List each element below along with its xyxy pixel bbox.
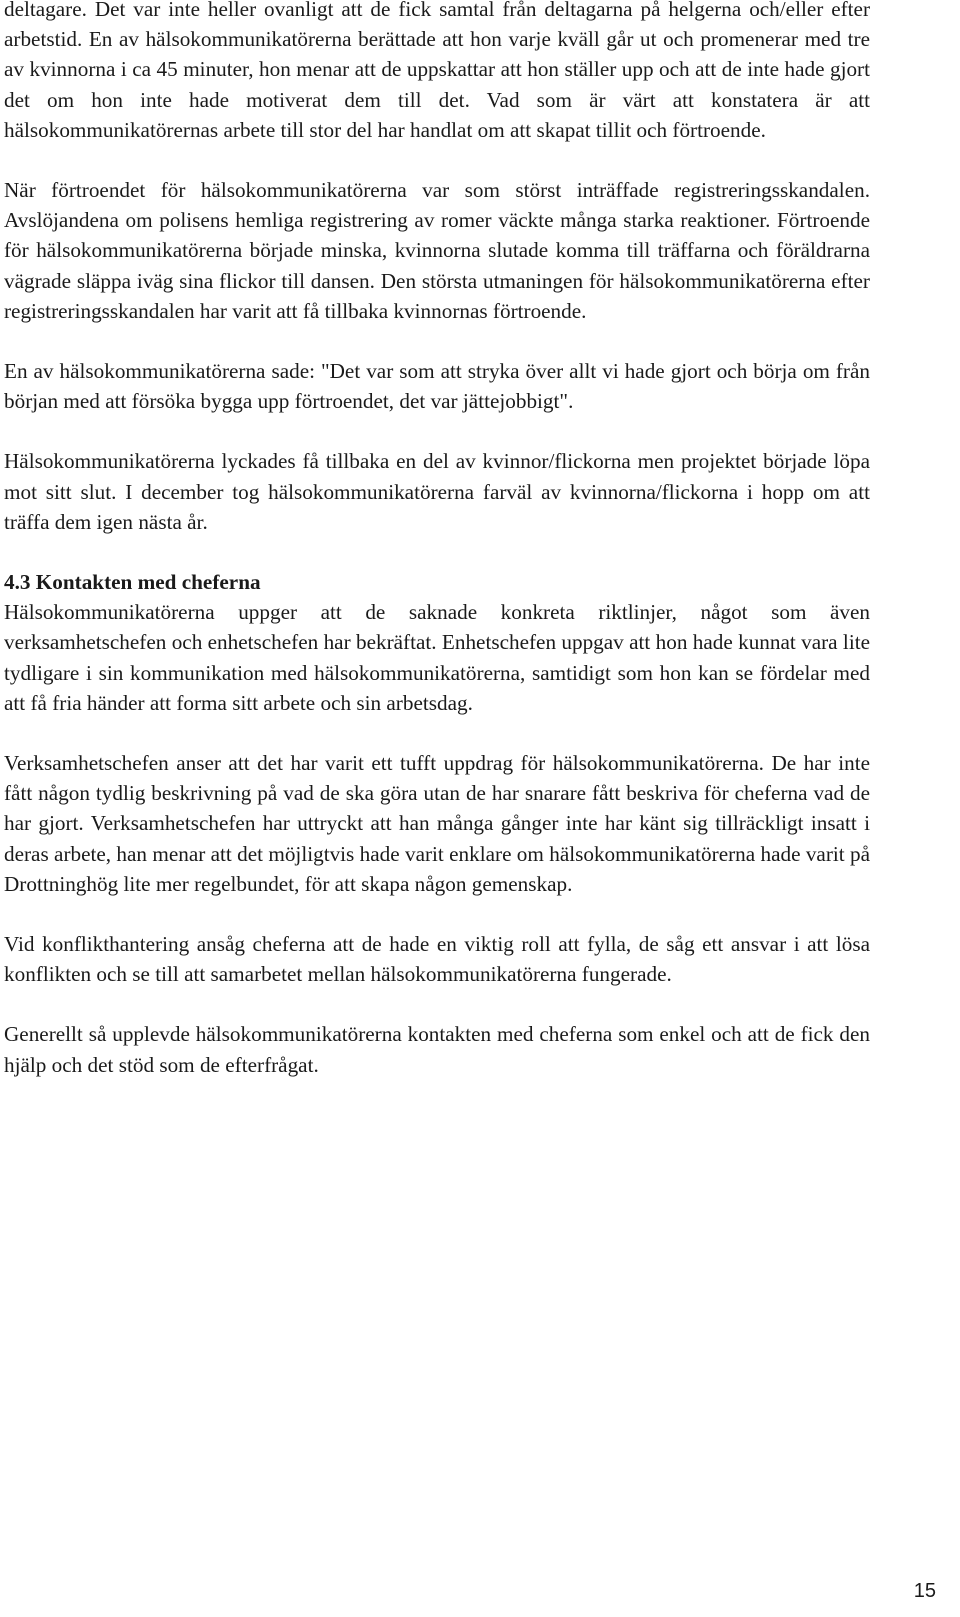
document-page (4, 0, 870, 1080)
section-title: Kontakten med cheferna (35, 570, 261, 595)
body-paragraph: Hälsokommunikatörerna lyckades få tillbaka en del av kvinnor/flickorna men projektet började löpa mot sitt slut. I december tog hälsokommunikatörerna farväl av kvinnorna/flickorna i hopp om att träffa dem igen nästa år. (4, 449, 870, 534)
body-paragraph: När förtroendet för hälsokommunikatörerna var som störst inträffade registreringsskandalen. Avslöjandena om polisens hemliga registrering av romer väckte många starka reaktioner. Förtroende för hälsokommunikatörerna började minska, kvinnorna slutade komma till träffarna och föräldrarna vägrade släppa iväg sina flickor till dansen. Den största utmaningen för hälsokommunikatörerna efter registreringsskandalen har varit att få tillbaka kvinnornas förtroende. (4, 178, 870, 323)
section-paragraph: Generellt så upplevde hälsokommunikatörerna kontakten med cheferna som enkel och att de fick den hjälp och det stöd som de efterfrågat. (4, 1022, 870, 1077)
section-number: 4.3 (4, 570, 31, 595)
section-paragraph: Vid konflikthantering ansåg cheferna att de hade en viktig roll att fylla, de såg ett ansvar i att lösa konflikten och se till att samarbetet mellan hälsokommunikatörerna fungerade. (4, 932, 870, 987)
body-paragraph: deltagare. Det var inte heller ovanligt att de fick samtal från deltagarna på helgerna och/eller efter arbetstid. En av hälsokommunikatörerna berättade att hon varje kväll går ut och promenerar med tre av kvinnorna i ca 45 minuter, hon menar att de uppskattar att hon ställer upp och att de inte hade gjort det om hon inte hade motiverat dem till det. Vad som är värt att konstatera är att hälsokommunikatörernas arbete till stor del har handlat om att skapat tillit och förtroende. (4, 0, 870, 142)
section-paragraph: Verksamhetschefen anser att det har varit ett tufft uppdrag för hälsokommunikatörerna. De har inte fått någon tydlig beskrivning på vad de ska göra utan de har snarare fått beskriva för cheferna vad de har gjort. Verksamhetschefen har uttryckt att han många gånger inte har känt sig tillräckligt insatt i deras arbete, han menar att det möjligtvis hade varit enklare om hälsokommunikatörerna hade varit på Drottninghög lite mer regelbundet, för att skapa någon gemenskap. (4, 751, 870, 896)
section-heading (4, 567, 870, 597)
quote-paragraph: En av hälsokommunikatörerna sade: "Det var som att stryka över allt vi hade gjort och börja om från början med att försöka bygga upp förtroendet, det var jättejobbigt". (4, 359, 870, 414)
section-paragraph: Hälsokommunikatörerna uppger att de saknade konkreta riktlinjer, något som även verksamhetschefen och enhetschefen har bekräftat. Enhetschefen uppgav att hon hade kunnat vara lite tydligare i sin kommunikation med hälsokommunikatörerna, samtidigt som hon kan se fördelar med att få fria händer att forma sitt arbete och sin arbetsdag. (4, 600, 870, 715)
page-number: 15 (913, 1580, 936, 1602)
